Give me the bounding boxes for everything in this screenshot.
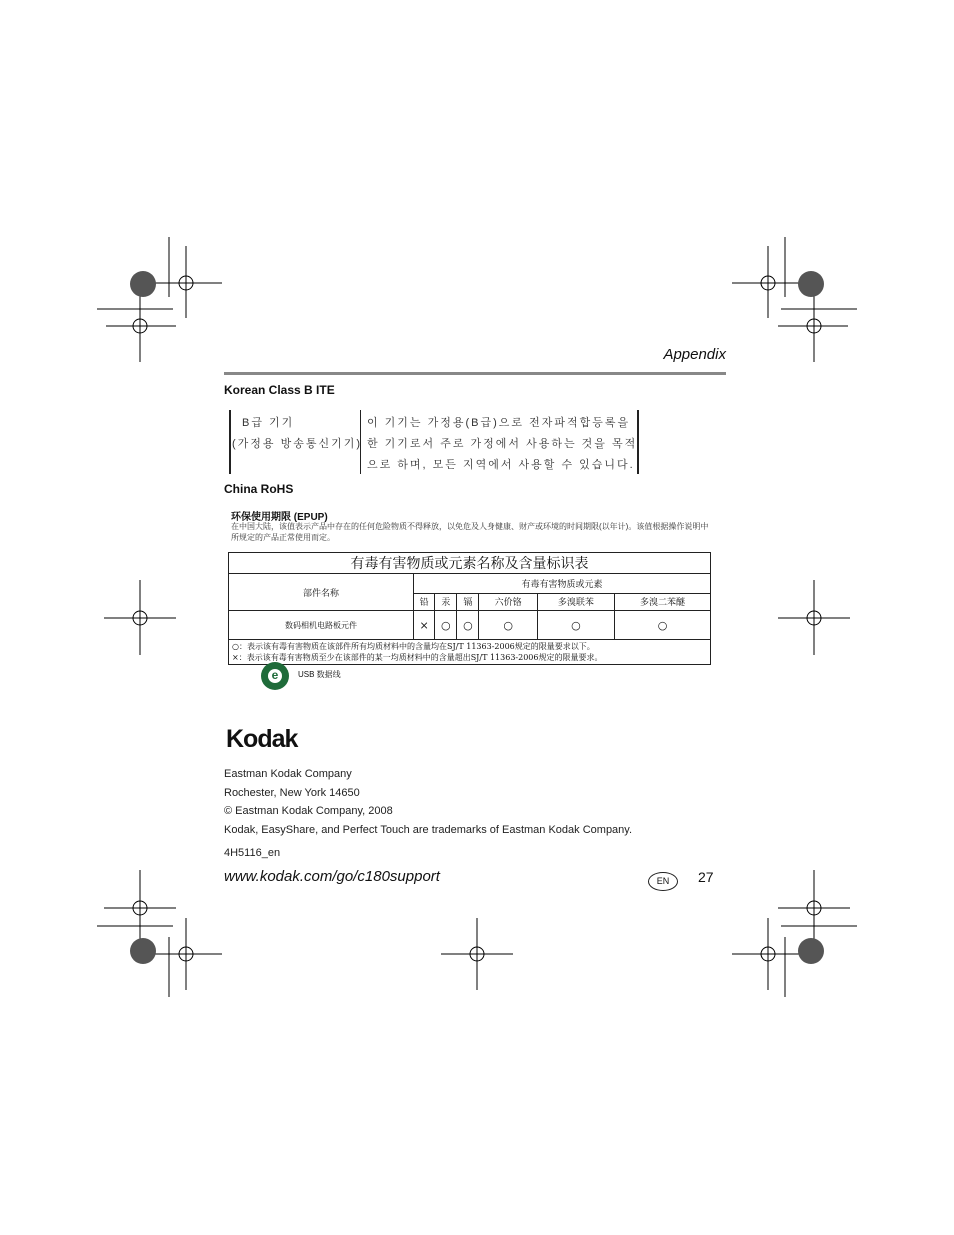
korean-heading: Korean Class B ITE	[224, 383, 335, 397]
korean-left-line: B급 기기	[242, 417, 295, 429]
rohs-table-title: 有毒有害物质或元素名称及含量标识表	[229, 553, 711, 574]
doc-code: 4H5116_en	[224, 847, 281, 859]
table-cell: ○	[479, 611, 537, 640]
korean-right-line: 이 기기는 가정용(B급)으로 전자파적합등록을	[367, 417, 631, 429]
rohs-table	[228, 552, 711, 665]
substances-header: 有毒有害物质或元素	[414, 574, 711, 594]
column-header: 铅	[414, 593, 435, 610]
korean-right-line: 으로 하며, 모든 지역에서 사용할 수 있습니다.	[367, 459, 635, 471]
part-header: 部件名称	[229, 574, 414, 611]
korean-left-line: (가정용 방송통신기기)	[232, 438, 363, 450]
column-header: 六价铬	[479, 593, 537, 610]
page-number: 27	[698, 869, 714, 885]
table-cell: ×	[414, 611, 435, 640]
epup-title: 环保使用期限 (EPUP)	[231, 512, 328, 523]
note-cross: ×：表示该有毒有害物质至少在该部件的某一均质材料中的含量超出SJ/T 11363-2006规定的限量要求。	[232, 653, 603, 662]
table-cell: ○	[435, 611, 457, 640]
column-header: 镉	[457, 593, 479, 610]
company-name: Eastman Kodak Company	[224, 768, 352, 780]
column-header: 多溴二苯醚	[615, 593, 711, 610]
korean-right-line: 한 기기로서 주로 가정에서 사용하는 것을 목적	[367, 438, 638, 450]
copyright: © Eastman Kodak Company, 2008	[224, 805, 393, 817]
language-badge: EN	[648, 872, 678, 891]
table-cell: ○	[537, 611, 614, 640]
header-rule	[224, 372, 726, 375]
row-name: 数码相机电路板元件	[229, 611, 414, 640]
epup-description: 在中国大陆，该值表示产品中存在的任何危险物质不得释放，以免危及人身健康、财产或环境的时间期限(以年计)。该值根据操作说明中所规定的产品正常使用而定。	[231, 522, 709, 542]
usb-label: USB 数据线	[298, 670, 341, 679]
kodak-logo: Kodak	[226, 725, 298, 753]
column-header: 汞	[435, 593, 457, 610]
table-cell: ○	[615, 611, 711, 640]
section-title: Appendix	[663, 346, 726, 363]
column-header: 多溴联苯	[537, 593, 614, 610]
company-address: Rochester, New York 14650	[224, 787, 360, 799]
trademarks: Kodak, EasyShare, and Perfect Touch are trademarks of Eastman Kodak Company.	[224, 824, 633, 836]
china-heading: China RoHS	[224, 482, 294, 496]
table-notes	[229, 640, 711, 665]
support-link[interactable]: www.kodak.com/go/c180support	[224, 868, 440, 885]
table-cell: ○	[457, 611, 479, 640]
note-circle: ○：表示该有毒有害物质在该部件所有均质材料中的含量均在SJ/T 11363-2006规定的限量要求以下。	[232, 642, 595, 651]
epup-logo-number: e	[271, 668, 279, 682]
